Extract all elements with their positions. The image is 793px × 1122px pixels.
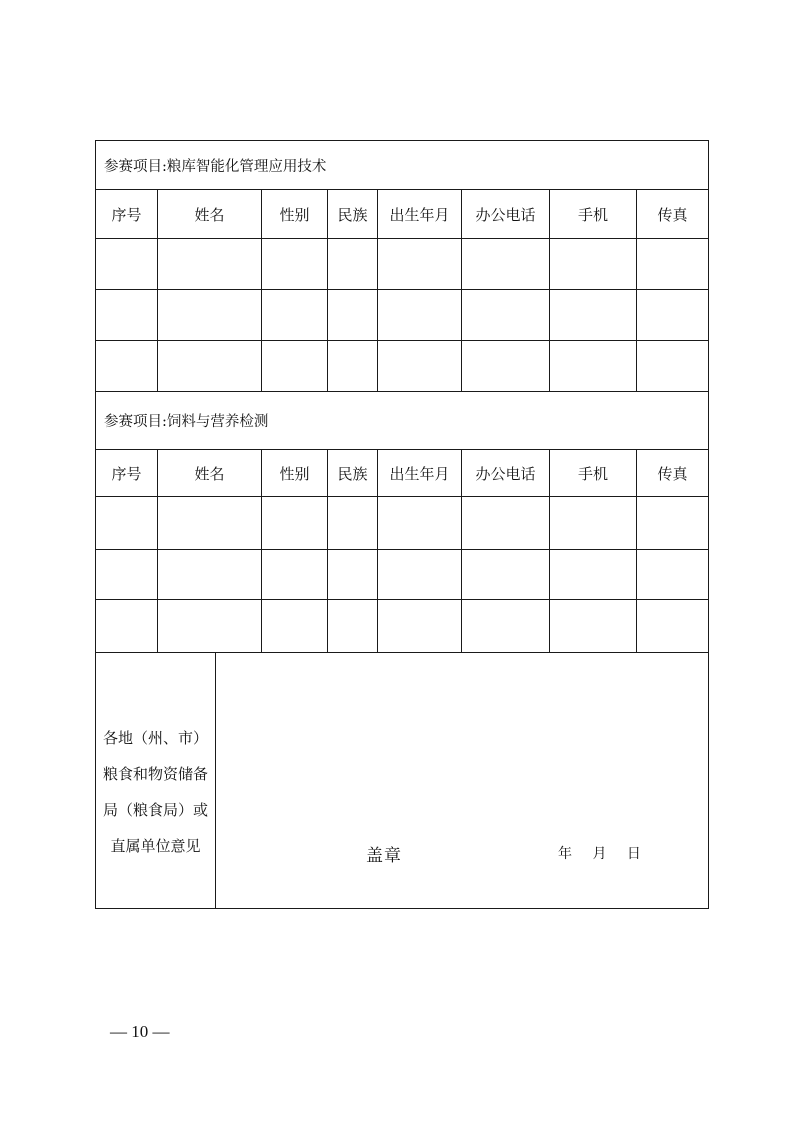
cell-birth-date[interactable] — [378, 290, 462, 341]
section-1-title: 参赛项目:粮库智能化管理应用技术 — [96, 141, 709, 190]
cell-gender[interactable] — [262, 290, 328, 341]
cell-fax[interactable] — [637, 497, 709, 550]
cell-mobile[interactable] — [550, 290, 637, 341]
table-row — [96, 290, 709, 341]
cell-ethnicity[interactable] — [328, 497, 378, 550]
table-row — [96, 600, 709, 653]
section-2-header-row — [96, 450, 709, 497]
header-gender: 性别 — [262, 450, 328, 497]
date-year: 年 — [558, 846, 572, 862]
header-birth-date: 出生年月 — [378, 450, 462, 497]
opinion-label — [96, 653, 216, 909]
date-line — [558, 843, 657, 863]
seal-label: 盖章 — [366, 846, 402, 866]
table-row — [96, 497, 709, 550]
header-index: 序号 — [96, 190, 158, 239]
registration-form-table — [95, 140, 709, 909]
cell-mobile[interactable] — [550, 550, 637, 600]
opinion-row — [96, 653, 709, 909]
header-index: 序号 — [96, 450, 158, 497]
cell-office-phone[interactable] — [462, 550, 550, 600]
cell-gender[interactable] — [262, 497, 328, 550]
cell-fax[interactable] — [637, 239, 709, 290]
cell-ethnicity[interactable] — [328, 550, 378, 600]
header-name: 姓名 — [158, 450, 262, 497]
cell-name[interactable] — [158, 497, 262, 550]
header-fax: 传真 — [637, 450, 709, 497]
opinion-input-area[interactable] — [216, 653, 709, 909]
cell-fax[interactable] — [637, 600, 709, 653]
cell-birth-date[interactable] — [378, 497, 462, 550]
section-2-title: 参赛项目:饲料与营养检测 — [96, 392, 709, 450]
cell-birth-date[interactable] — [378, 239, 462, 290]
cell-fax[interactable] — [637, 341, 709, 392]
cell-gender[interactable] — [262, 550, 328, 600]
header-ethnicity: 民族 — [328, 190, 378, 239]
opinion-label-line: 各地（州、市） — [102, 728, 208, 747]
header-office-phone: 办公电话 — [462, 190, 550, 239]
header-office-phone: 办公电话 — [462, 450, 550, 497]
date-month: 月 — [592, 846, 607, 862]
cell-fax[interactable] — [637, 550, 709, 600]
header-name: 姓名 — [158, 190, 262, 239]
cell-ethnicity[interactable] — [328, 341, 378, 392]
cell-index[interactable] — [96, 341, 158, 392]
cell-ethnicity[interactable] — [328, 290, 378, 341]
cell-index[interactable] — [96, 497, 158, 550]
cell-office-phone[interactable] — [462, 239, 550, 290]
cell-ethnicity[interactable] — [328, 239, 378, 290]
cell-ethnicity[interactable] — [328, 600, 378, 653]
cell-mobile[interactable] — [550, 600, 637, 653]
table-row — [96, 239, 709, 290]
cell-mobile[interactable] — [550, 341, 637, 392]
table-row — [96, 341, 709, 392]
header-mobile: 手机 — [550, 190, 637, 239]
cell-name[interactable] — [158, 239, 262, 290]
cell-birth-date[interactable] — [378, 341, 462, 392]
header-mobile: 手机 — [550, 450, 637, 497]
cell-index[interactable] — [96, 290, 158, 341]
date-day: 日 — [626, 846, 641, 862]
cell-index[interactable] — [96, 600, 158, 653]
header-ethnicity: 民族 — [328, 450, 378, 497]
opinion-label-line: 局（粮食局）或 — [102, 800, 208, 819]
header-fax: 传真 — [637, 190, 709, 239]
cell-office-phone[interactable] — [462, 600, 550, 653]
header-gender: 性别 — [262, 190, 328, 239]
page-number: — 10 — — [110, 1022, 170, 1041]
cell-name[interactable] — [158, 341, 262, 392]
cell-fax[interactable] — [637, 290, 709, 341]
cell-index[interactable] — [96, 239, 158, 290]
cell-name[interactable] — [158, 600, 262, 653]
cell-office-phone[interactable] — [462, 341, 550, 392]
cell-mobile[interactable] — [550, 497, 637, 550]
section-1-header-row — [96, 190, 709, 239]
cell-gender[interactable] — [262, 239, 328, 290]
header-birth-date: 出生年月 — [378, 190, 462, 239]
table-row — [96, 550, 709, 600]
cell-name[interactable] — [158, 550, 262, 600]
cell-office-phone[interactable] — [462, 290, 550, 341]
cell-office-phone[interactable] — [462, 497, 550, 550]
cell-mobile[interactable] — [550, 239, 637, 290]
cell-gender[interactable] — [262, 341, 328, 392]
opinion-label-line: 直属单位意见 — [110, 836, 201, 855]
opinion-label-line: 粮食和物资储备 — [102, 764, 208, 783]
cell-name[interactable] — [158, 290, 262, 341]
cell-index[interactable] — [96, 550, 158, 600]
cell-birth-date[interactable] — [378, 550, 462, 600]
cell-gender[interactable] — [262, 600, 328, 653]
cell-birth-date[interactable] — [378, 600, 462, 653]
